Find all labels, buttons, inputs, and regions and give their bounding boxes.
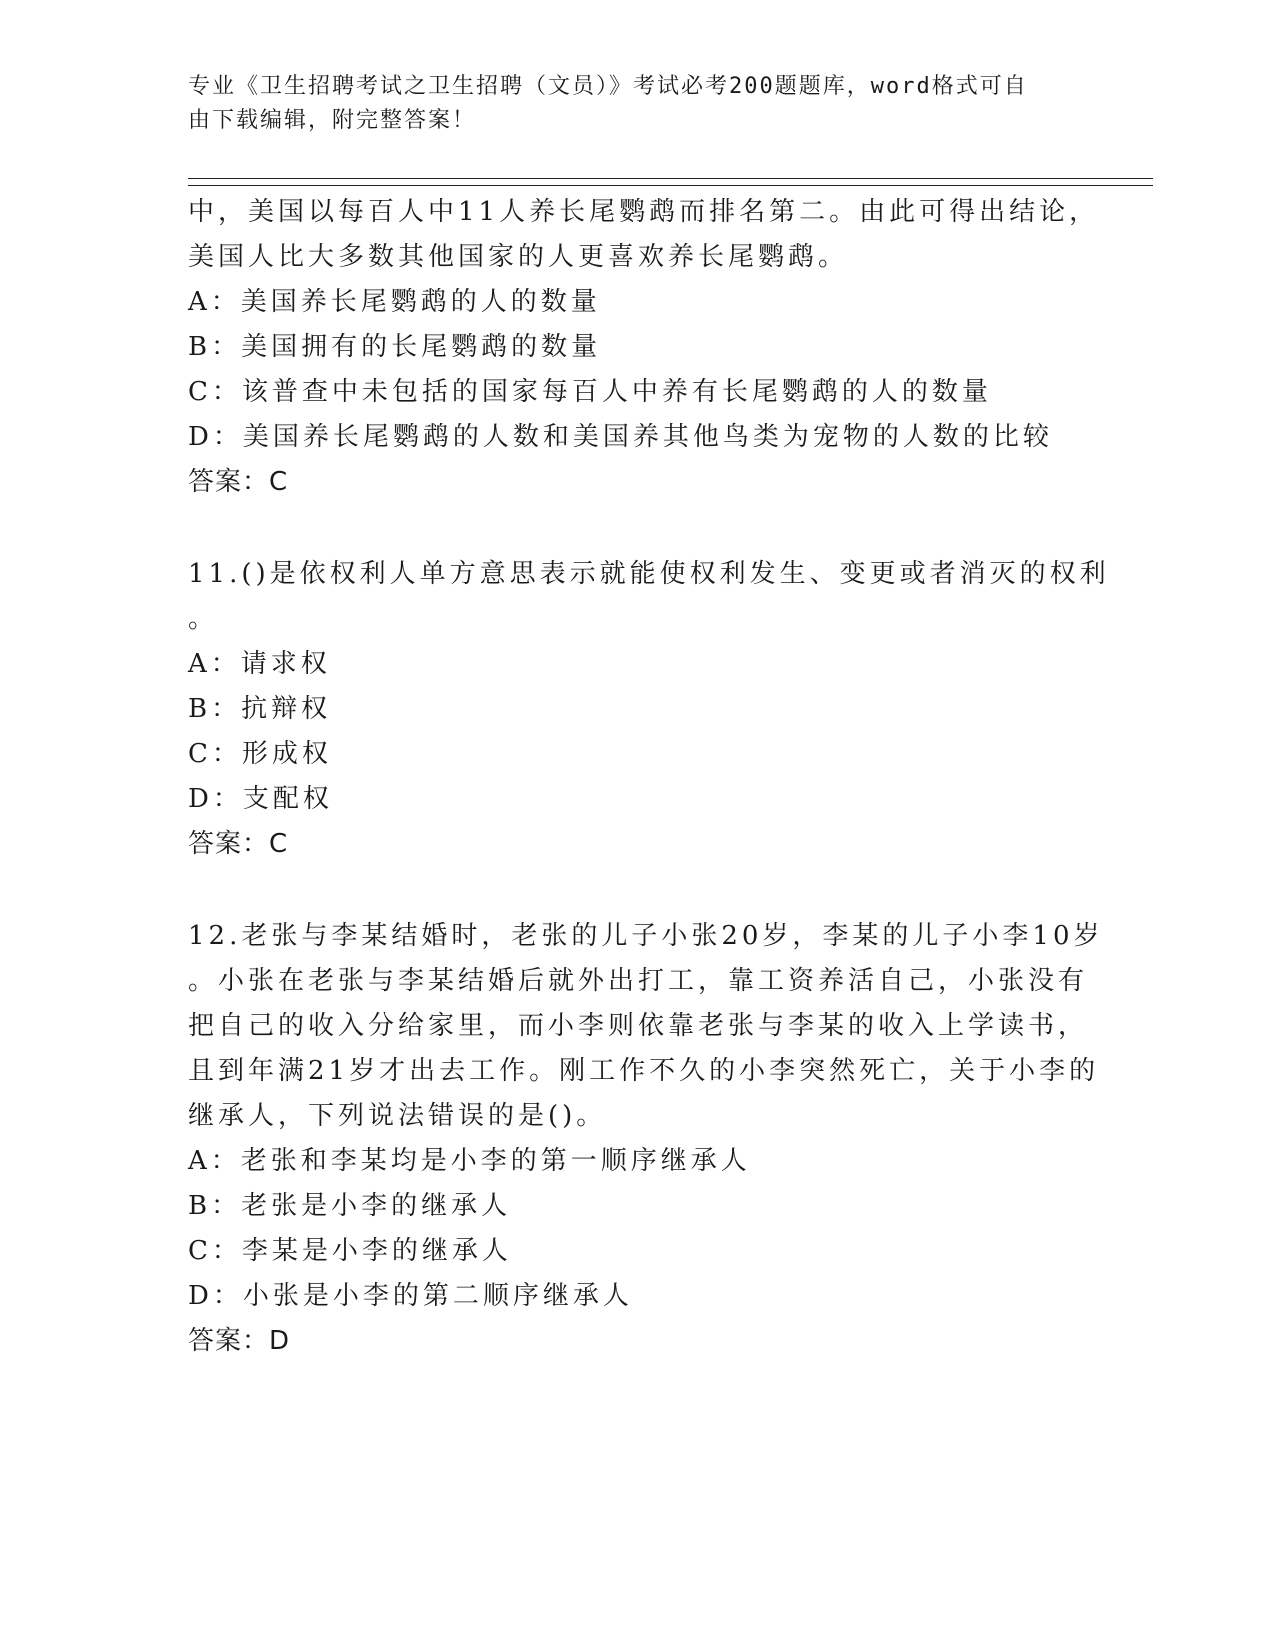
document-header	[188, 70, 1068, 138]
question-stem-line: 12.老张与李某结婚时，老张的儿子小张20岁，李某的儿子小李10岁	[188, 921, 1104, 951]
option-a: A：老张和李某均是小李的第一顺序继承人	[188, 1146, 751, 1176]
option-c: C：形成权	[188, 739, 332, 769]
option-b: B：老张是小李的继承人	[188, 1191, 512, 1221]
option-c: C：该普查中未包括的国家每百人中养有长尾鹦鹉的人的数量	[188, 377, 992, 407]
question-stem-line: 中，美国以每百人中11人养长尾鹦鹉而排名第二。由此可得出结论，	[188, 197, 1100, 227]
answer-label: 答案：C	[188, 467, 289, 497]
answer-label: 答案：D	[188, 1326, 291, 1356]
question-stem-line: 11.()是依权利人单方意思表示就能使权利发生、变更或者消灭的权利	[188, 559, 1110, 589]
option-d: D：美国养长尾鹦鹉的人数和美国养其他鸟类为宠物的人数的比较	[188, 422, 1053, 452]
option-b: B：美国拥有的长尾鹦鹉的数量	[188, 332, 602, 362]
option-b: B：抗辩权	[188, 694, 332, 724]
question-11	[188, 552, 1110, 867]
question-stem-line: 。	[188, 604, 219, 634]
header-line-1: 专业《卫生招聘考试之卫生招聘（文员）》考试必考200题题库，word格式可自	[188, 74, 1028, 99]
spacer	[188, 867, 1088, 914]
question-12	[188, 914, 1104, 1364]
answer-label: 答案：C	[188, 829, 289, 859]
option-d: D：小张是小李的第二顺序继承人	[188, 1281, 633, 1311]
option-d: D：支配权	[188, 784, 333, 814]
document-body	[188, 190, 1110, 1364]
question-10	[188, 190, 1100, 505]
option-c: C：李某是小李的继承人	[188, 1236, 512, 1266]
spacer	[188, 505, 1088, 552]
option-a: A：美国养长尾鹦鹉的人的数量	[188, 287, 601, 317]
question-stem-line: 把自己的收入分给家里，而小李则依靠老张与李某的收入上学读书，	[188, 1011, 1089, 1041]
header-line-2: 由下载编辑，附完整答案！	[188, 108, 477, 133]
question-stem-line: 美国人比大多数其他国家的人更喜欢养长尾鹦鹉。	[188, 242, 849, 272]
option-a: A：请求权	[188, 649, 331, 679]
question-stem-line: 且到年满21岁才出去工作。刚工作不久的小李突然死亡，关于小李的	[188, 1056, 1100, 1086]
header-divider	[188, 178, 1153, 186]
question-stem-line: 。小张在老张与李某结婚后就外出打工，靠工资养活自己，小张没有	[188, 966, 1089, 996]
question-stem-line: 继承人，下列说法错误的是()。	[188, 1101, 607, 1131]
